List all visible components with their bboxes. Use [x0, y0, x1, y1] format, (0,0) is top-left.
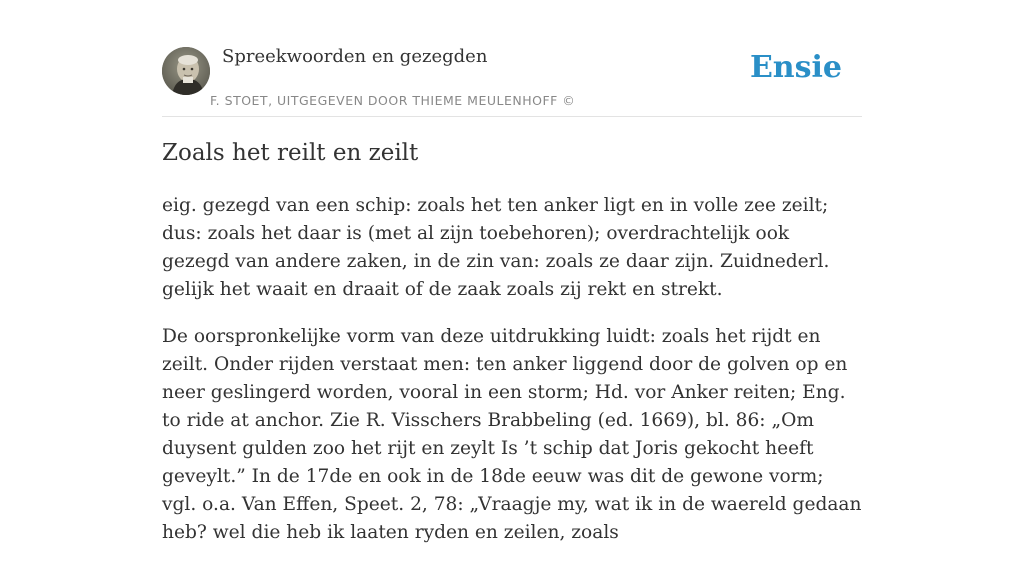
page-container — [162, 0, 862, 543]
source-title[interactable]: Spreekwoorden en gezegden — [222, 46, 488, 67]
entry-title: Zoals het reilt en zeilt — [162, 140, 419, 166]
author-avatar[interactable] — [162, 47, 210, 95]
source-header — [162, 0, 862, 117]
entry-paragraph: De oorspronkelijke vorm van deze uitdrukking luidt: zoals het rijdt en zeilt. Onder rijden verstaat men: ten anker liggend door de golven op en neer geslingerd worden, vooral in een storm; Hd. vor Anker reiten; Eng. to ride at anchor. Zie R. Visschers Brabbeling (ed. 1669), bl. 86: „Om duysent gulden zoo het rijt en zeylt Is ’t schip dat Joris gekocht heeft geveylt.” In de 17de en ook in de 18de eeuw was dit de gewone vorm; vgl. o.a. Van Effen, Speet. 2, 78: „Vraagje my, wat ik in de waereld gedaan heb? wel die heb ik laaten ryden en zeilen, zoals — [162, 326, 862, 543]
source-meta: F. STOET, UITGEGEVEN DOOR THIEME MEULENHOFF © — [210, 93, 576, 108]
entry-paragraph: eig. gezegd van een schip: zoals het ten anker ligt en in volle zee zeilt; dus: zoals het daar is (met al zijn toebehoren); overdrachtelijk ook gezegd van andere zaken, in de zin van: zoals ze daar zijn. Zuidnederl. gelijk het waait en draait of de zaak zoals zij rekt en strekt. — [162, 195, 830, 300]
entry-body — [162, 192, 862, 566]
ensie-logo[interactable]: Ensie — [749, 50, 842, 85]
portrait-image — [162, 47, 210, 95]
